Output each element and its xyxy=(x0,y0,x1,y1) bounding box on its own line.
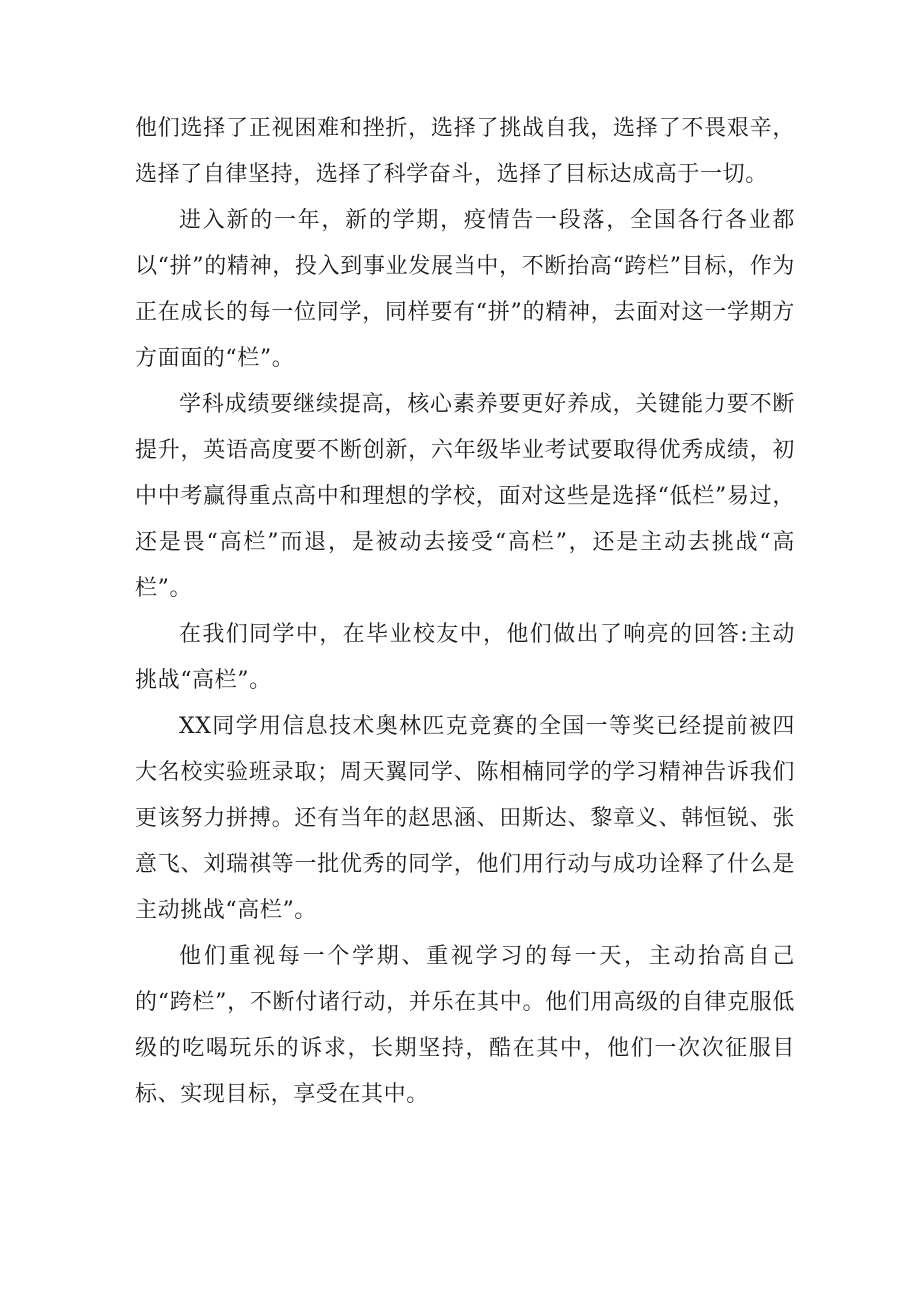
document-body xyxy=(135,106,795,1118)
paragraph-1: 他们选择了正视困难和挫折，选择了挑战自我，选择了不畏艰辛，选择了自律坚持，选择了科学奋斗，选择了目标达成高于一切。 xyxy=(135,116,795,187)
paragraph-2: 进入新的一年，新的学期，疫情告一段落，全国各行各业都以“拼”的精神，投入到事业发展当中，不断抬高“跨栏”目标，作为正在成长的每一位同学，同样要有“拼”的精神，去面对这一学期方方面面的“栏”。 xyxy=(135,208,795,371)
paragraph-6: 他们重视每一个学期、重视学习的每一天，主动抬高自己的“跨栏”，不断付诸行动，并乐在其中。他们用高级的自律克服低级的吃喝玩乐的诉求，长期坚持，酷在其中，他们一次次征服目标、实现目标，享受在其中。 xyxy=(135,944,795,1107)
paragraph-3: 学科成绩要继续提高，核心素养要更好养成，关键能力要不断提升，英语高度要不断创新，六年级毕业考试要取得优秀成绩，初中中考赢得重点高中和理想的学校，面对这些是选择“低栏”易过，还是畏“高栏”而退，是被动去接受“高栏”，还是主动去挑战“高栏”。 xyxy=(135,392,795,601)
paragraph-5: XX同学用信息技术奥林匹克竞赛的全国一等奖已经提前被四大名校实验班录取；周天翼同学、陈相楠同学的学习精神告诉我们更该努力拼搏。还有当年的赵思涵、田斯达、黎章义、韩恒锐、张意飞、刘瑞祺等一批优秀的同学，他们用行动与成功诠释了什么是主动挑战“高栏”。 xyxy=(135,714,795,923)
paragraph-4: 在我们同学中，在毕业校友中，他们做出了响亮的回答:主动挑战“高栏”。 xyxy=(135,622,795,693)
